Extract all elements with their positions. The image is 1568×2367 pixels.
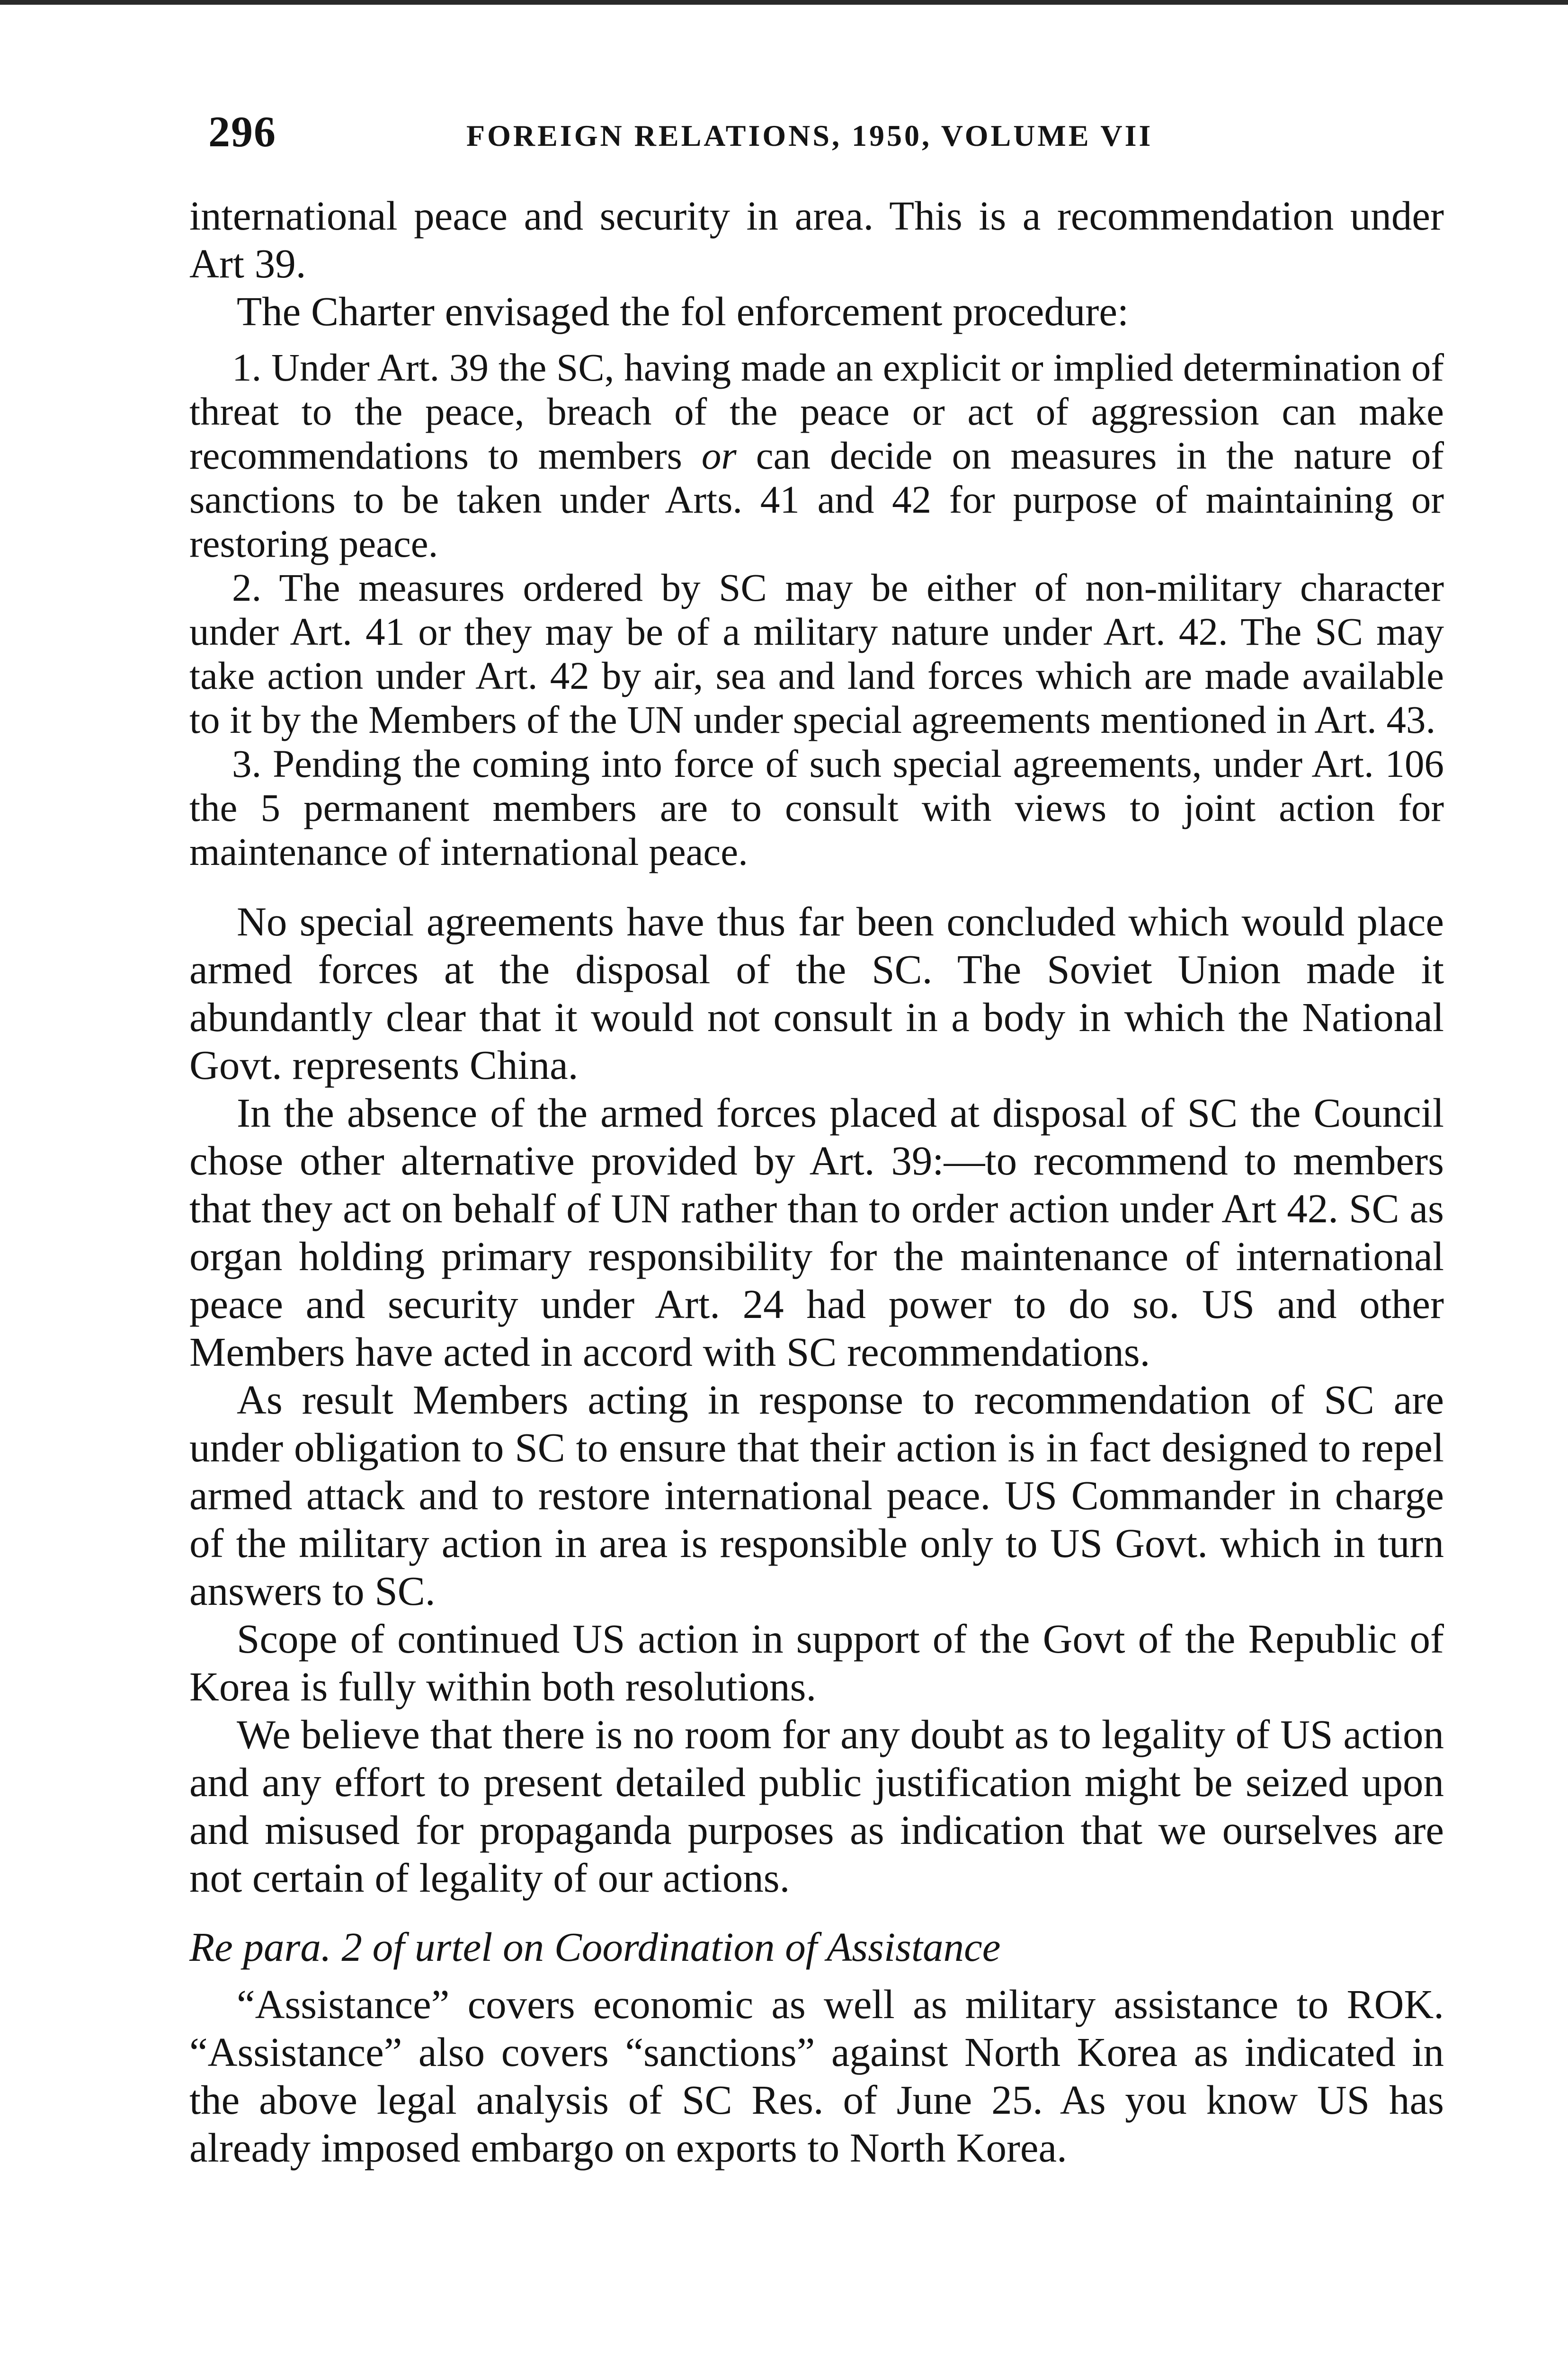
page-number: 296 bbox=[208, 107, 276, 156]
procedure-item-1-emphasis: or bbox=[701, 434, 737, 477]
procedure-item-1-text-a: 1. Under Art. 39 the SC, having made an explicit or implied determination of threat to the peace, breach of the peace or act of aggression can make recommendations to members bbox=[189, 346, 1444, 477]
continuation-paragraph: international peace and security in area. This is a recommendation under Art 39. bbox=[189, 193, 1444, 286]
top-border bbox=[0, 0, 1568, 5]
analysis-paragraph-5: We believe that there is no room for any doubt as to legality of US action and any effort to present detailed public justification might be seized upon and misused for propaganda purposes as indication that we ourselves are not certain of legality of our actions. bbox=[189, 1711, 1444, 1901]
procedure-item-3: 3. Pending the coming into force of such special agreements, under Art. 106 the 5 permanent members are to consult with views to joint action for maintenance of international peace. bbox=[189, 742, 1444, 873]
analysis-paragraph-2: In the absence of the armed forces placed at disposal of SC the Council chose other alternative provided by Art. 39:—to recommend to members that they act on behalf of UN rather than to order action under Art 42. SC as organ holding primary responsibility for the maintenance of international peace and security under Art. 24 had power to do so. US and other Members have acted in accord with SC recommendations. bbox=[189, 1090, 1444, 1375]
page-header bbox=[208, 107, 1212, 163]
procedure-intro: The Charter envisaged the fol enforcement procedure: bbox=[237, 288, 1129, 334]
analysis-paragraph-3: As result Members acting in response to recommendation of SC are under obligation to SC to ensure that their action is in fact designed to repel armed attack and to restore international peace. US Commander in charge of the military action in area is responsible only to US Govt. which in turn answers to SC. bbox=[189, 1377, 1444, 1614]
procedure-item-2: 2. The measures ordered by SC may be either of non-military character under Art. 41 or they may be of a military nature under Art. 42. The SC may take action under Art. 42 by air, sea and land forces which are made available to it by the Members of the UN under special agreements mentioned in Art. 43. bbox=[189, 566, 1444, 741]
running-head: FOREIGN RELATIONS, 1950, VOLUME VII bbox=[466, 119, 1153, 152]
procedure-item-1 bbox=[189, 346, 1444, 566]
analysis-paragraph-1: No special agreements have thus far been concluded which would place armed forces at the disposal of the SC. The Soviet Union made it abundantly clear that it would not consult in a body in which the National Govt. represents China. bbox=[189, 899, 1444, 1088]
section-heading: Re para. 2 of urtel on Coordination of Assistance bbox=[189, 1924, 1001, 1970]
procedure-list bbox=[189, 346, 1444, 874]
assistance-paragraph: “Assistance” covers economic as well as military assistance to ROK. “Assistance” also covers “sanctions” against North Korea as indicated in the above legal analysis of SC Res. of June 25. As you know US has already imposed embargo on exports to North Korea. bbox=[189, 1981, 1444, 2171]
analysis-paragraph-4: Scope of continued US action in support of the Govt of the Republic of Korea is fully within both resolutions. bbox=[189, 1616, 1444, 1709]
body-text bbox=[189, 192, 1444, 2171]
procedure-item-1-text-b: can decide on measures in the nature of sanctions to be taken under Arts. 41 and 42 for purpose of maintaining or restoring peace. bbox=[189, 434, 1444, 565]
